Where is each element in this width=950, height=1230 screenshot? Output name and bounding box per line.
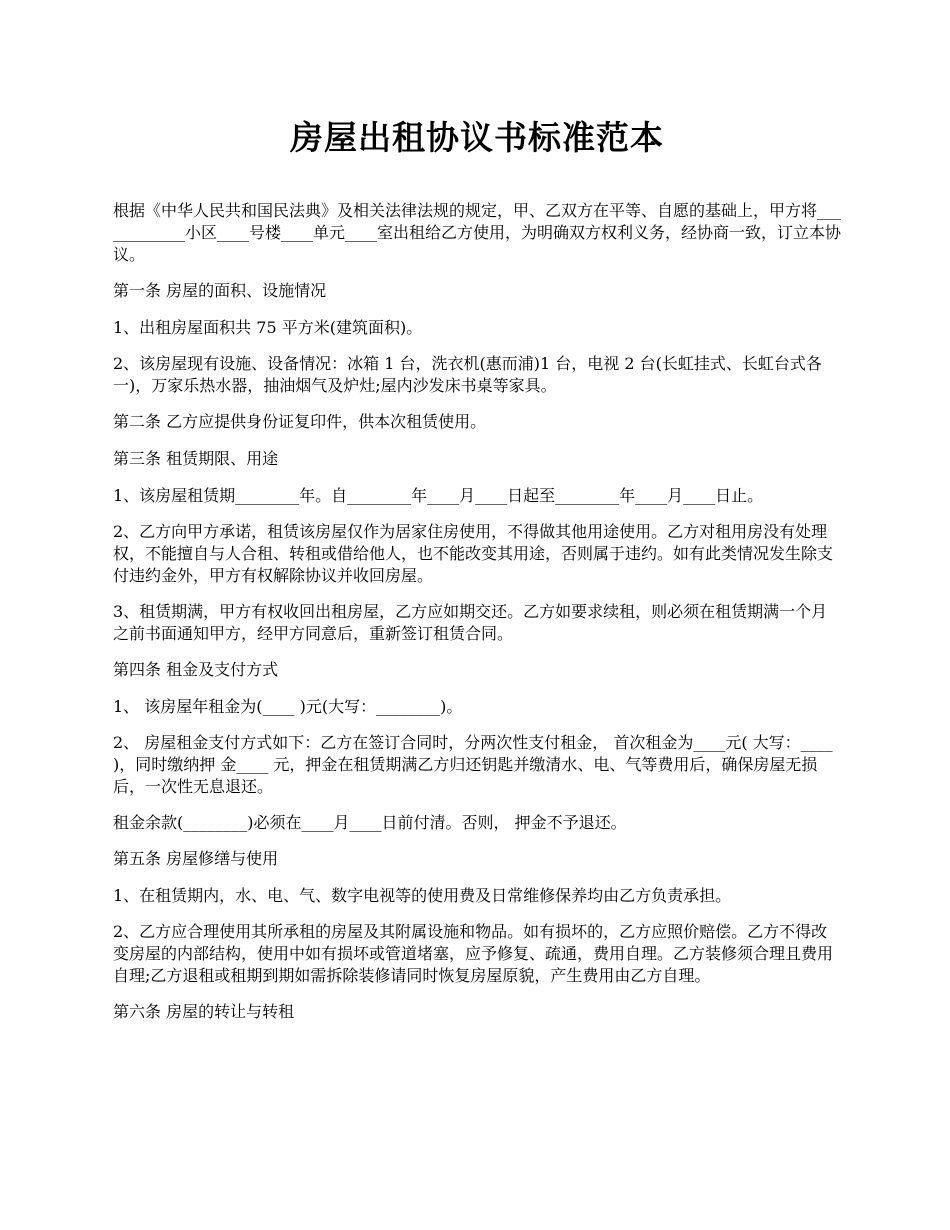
document-page <box>113 118 841 1038</box>
article-2-heading: 第二条 乙方应提供身份证复印件，供本次租赁使用。 <box>113 412 487 431</box>
article-5-clause-1: 1、在租赁期内，水、电、气、数字电视等的使用费及日常维修保养均由乙方负责承担。 <box>113 886 732 905</box>
article-4-balance-note: 租金余款(________)必须在____月____日前付清。否则， 押金不予退还。 <box>113 813 627 832</box>
article-3-clause-2: 2、乙方向甲方承诺，租赁该房屋仅作为居家住房使用，不得做其他用途使用。乙方对租用房没有处理权，不能擅自与人合租、转租或借给他人，也不能改变其用途，否则属于违约。如有此类情况发生除支付违约金外，甲方有权解除协议并收回房屋。 <box>113 522 834 585</box>
article-1-clause-2: 2、该房屋现有设施、设备情况：冰箱 1 台，洗衣机(惠而浦)1 台，电视 2 台(长虹挂式、长虹台式各一)，万家乐热水器，抽油烟气及炉灶;屋内沙发床书桌等家具。 <box>113 354 822 395</box>
article-1-heading: 第一条 房屋的面积、设施情况 <box>113 281 327 300</box>
preamble-paragraph: 根据《中华人民共和国民法典》及相关法律法规的规定，甲、乙双方在平等、自愿的基础上，甲方将____________小区____号楼____单元____室出租给乙方使用，为明确双方权利义务，经协商一致，订立本协议。 <box>113 201 842 264</box>
article-6-heading: 第六条 房屋的转让与转租 <box>113 1002 295 1021</box>
article-4-clause-2: 2、 房屋租金支付方式如下：乙方在签订合同时，分两次性支付租金， 首次租金为____元( 大写：____ )，同时缴纳押 金____ 元，押金在租赁期满乙方归还钥匙并缴清水、电、气等费用后，确保房屋无损后，一次性无息退还。 <box>113 733 838 796</box>
article-3-heading: 第三条 租赁期限、用途 <box>113 449 279 468</box>
article-1-clause-1: 1、出租房屋面积共 75 平方米(建筑面积)。 <box>113 318 423 337</box>
article-4-clause-1: 1、 该房屋年租金为(____ )元(大写：________)。 <box>113 697 463 716</box>
article-4-heading: 第四条 租金及支付方式 <box>113 660 279 679</box>
article-5-heading: 第五条 房屋修缮与使用 <box>113 849 279 868</box>
article-3-clause-1: 1、该房屋租赁期________年。自________年____月____日起至________年____月____日止。 <box>113 486 764 505</box>
article-5-clause-2: 2、乙方应合理使用其所承租的房屋及其附属设施和物品。如有损坏的，乙方应照价赔偿。乙方不得改变房屋的内部结构，使用中如有损坏或管道堵塞，应予修复、疏通，费用自理。乙方装修须合理且费用自理;乙方退租或租期到期如需拆除装修请同时恢复房屋原貌，产生费用由乙方自理。 <box>113 922 834 985</box>
document-title: 房屋出租协议书标准范本 <box>290 118 664 157</box>
article-3-clause-3: 3、租赁期满，甲方有权收回出租房屋，乙方应如期交还。乙方如要求续租，则必须在租赁期满一个月之前书面通知甲方，经甲方同意后，重新签订租赁合同。 <box>113 602 828 643</box>
